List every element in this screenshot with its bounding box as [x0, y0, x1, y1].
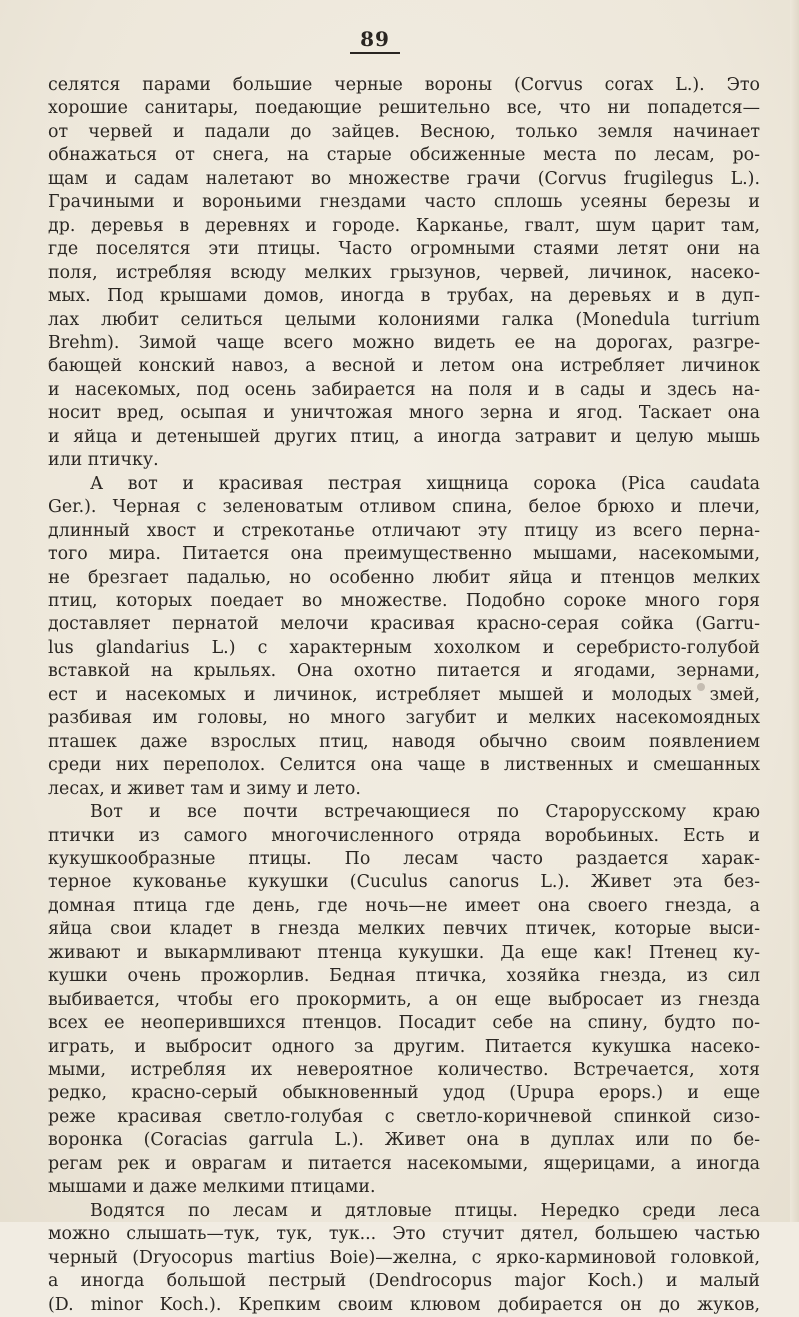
text-line: не брезгает падалью, но особенно любит яйца и птенцов мелких [48, 567, 760, 588]
text-line: мых. Под крышами домов, иногда в трубах, на деревьях и в дуп- [48, 286, 760, 307]
text-line: пташек даже взрослых птиц, наводя обычно своим появлением [48, 731, 760, 752]
text-line: и яйца и детенышей других птиц, а иногда затравит и целую мышь [48, 426, 760, 447]
text-line: и насекомых, под осень забирается на поля и в сады и здесь на- [48, 379, 760, 400]
text-line: птички из самого многочисленного отряда воробьиных. Есть и [48, 825, 760, 846]
text-line: разбивая им головы, но много загубит и мелких насекомоядных [48, 708, 760, 729]
text-line: черный (Dryocopus martius Boie)—желна, с ярко-карминовой головкой, [48, 1247, 760, 1268]
text-line: (D. minor Koch.). Крепким своим клювом добирается он до жуков, [48, 1294, 760, 1315]
text-line: носит вред, осыпая и уничтожая много зерна и ягод. Таскает она [48, 403, 760, 424]
text-line: играть, и выбросит одного за другим. Питается кукушка насеко- [48, 1036, 760, 1057]
text-line: селятся парами большие черные вороны (Corvus corax L.). Это [48, 75, 760, 95]
text-line: терное кукованье кукушки (Cuculus canorus L.). Живет эта без- [48, 872, 760, 893]
text-line: того мира. Питается она преимущественно мышами, насекомыми, [48, 544, 760, 565]
text-line: лах любит селиться целыми колониями галка (Monedula turrium [48, 309, 760, 330]
body-text [48, 74, 760, 1317]
page-edge [790, 0, 799, 1222]
text-line: Brehm). Зимой чаще всего можно видеть ее на дорогах, разгре- [48, 332, 760, 353]
text-line: мыми, истребляя их невероятное количество. Встречается, хотя [48, 1060, 760, 1081]
text-line: выбивается, чтобы его прокормить, а он еще выбросает из гнезда [48, 989, 760, 1010]
text-line: редко, красно-серый обыкновенный удод (Upupa epops.) и еще [48, 1083, 760, 1104]
text-line: кукушкообразные птицы. По лесам часто раздается харак- [48, 848, 760, 869]
text-line: Вот и все почти встречающиеся по Старорусскому краю [90, 802, 760, 823]
text-line: А вот и красивая пестрая хищница сорока (Pica caudata [90, 473, 760, 494]
text-line: регам рек и оврагам и питается насекомыми, ящерицами, а иногда [48, 1153, 760, 1174]
text-line: домная птица где день, где ночь—не имеет она своего гнезда, а [48, 895, 760, 916]
text-line: кушки очень прожорлив. Бедная птичка, хозяйка гнезда, из сил [48, 966, 760, 987]
text-line: длинный хвост и стрекотанье отличают эту птицу из всего перна- [48, 520, 760, 541]
text-line: где поселятся эти птицы. Часто огромными стаями летят они на [48, 239, 760, 260]
text-line: всех ее неоперившихся птенцов. Посадит себе на спину, будто по- [48, 1013, 760, 1034]
text-line: птиц, которых поедает во множестве. Подобно сороке много горя [48, 590, 760, 611]
paper-smudge [697, 683, 705, 691]
text-line: яйца свои кладет в гнезда мелких певчих птичек, которые выси- [48, 919, 760, 940]
text-line: воронка (Coracias garrula L.). Живет она в дуплах или по бе- [48, 1130, 760, 1151]
text-line: среди них переполох. Селится она чаще в лиственных и смешанных [48, 755, 760, 776]
text-line: др. деревья в деревнях и городе. Карканье, гвалт, шум царит там, [48, 215, 760, 236]
text-line: мышами и даже мелкими птицами. [48, 1177, 376, 1198]
text-line: ест и насекомых и личинок, истребляет мышей и молодых змей, [48, 684, 760, 705]
text-line: щам и садам налетают во множестве грачи (Corvus frugilegus L.). [48, 168, 760, 189]
text-line: обнажаться от снега, на старые обсиженные места по лесам, ро- [48, 145, 760, 166]
text-line: Грачиными и вороньими гнездами часто сплошь усеяны березы и [48, 192, 760, 213]
text-line: бающей конский навоз, а весной и летом она истребляет личинок [48, 356, 760, 377]
text-line: Водятся по лесам и дятловые птицы. Нередко среди леса [90, 1200, 760, 1221]
text-line: а иногда большой пестрый (Dendrocopus major Koch.) и малый [48, 1271, 760, 1292]
text-line: живают и выкармливают птенца кукушки. Да еще как! Птенец ку- [48, 942, 760, 963]
text-line: от червей и падали до зайцев. Весною, только земля начинает [48, 121, 760, 142]
text-line: можно слышать—тук, тук, тук... Это стучит дятел, большею частью [48, 1224, 760, 1245]
text-line: лесах, и живет там и зиму и лето. [48, 778, 361, 799]
page-number: 89 [350, 26, 400, 54]
text-line: Ger.). Черная с зеленоватым отливом спина, белое брюхо и плечи, [48, 497, 760, 518]
text-line: или птичку. [48, 450, 159, 471]
text-line: хорошие санитары, поедающие решительно все, что ни попадется— [48, 98, 760, 119]
text-line: реже красивая светло-голубая с светло-коричневой спинкой сизо- [48, 1106, 760, 1127]
text-line: поля, истребляя всюду мелких грызунов, червей, личинок, насеко- [48, 262, 760, 283]
text-line: lus glandarius L.) с характерным хохолком и серебристо-голубой [48, 637, 760, 658]
text-line: доставляет пернатой мелочи красивая красно-серая сойка (Garru- [48, 614, 760, 635]
text-line: вставкой на крыльях. Она охотно питается и ягодами, зернами, [48, 661, 760, 682]
